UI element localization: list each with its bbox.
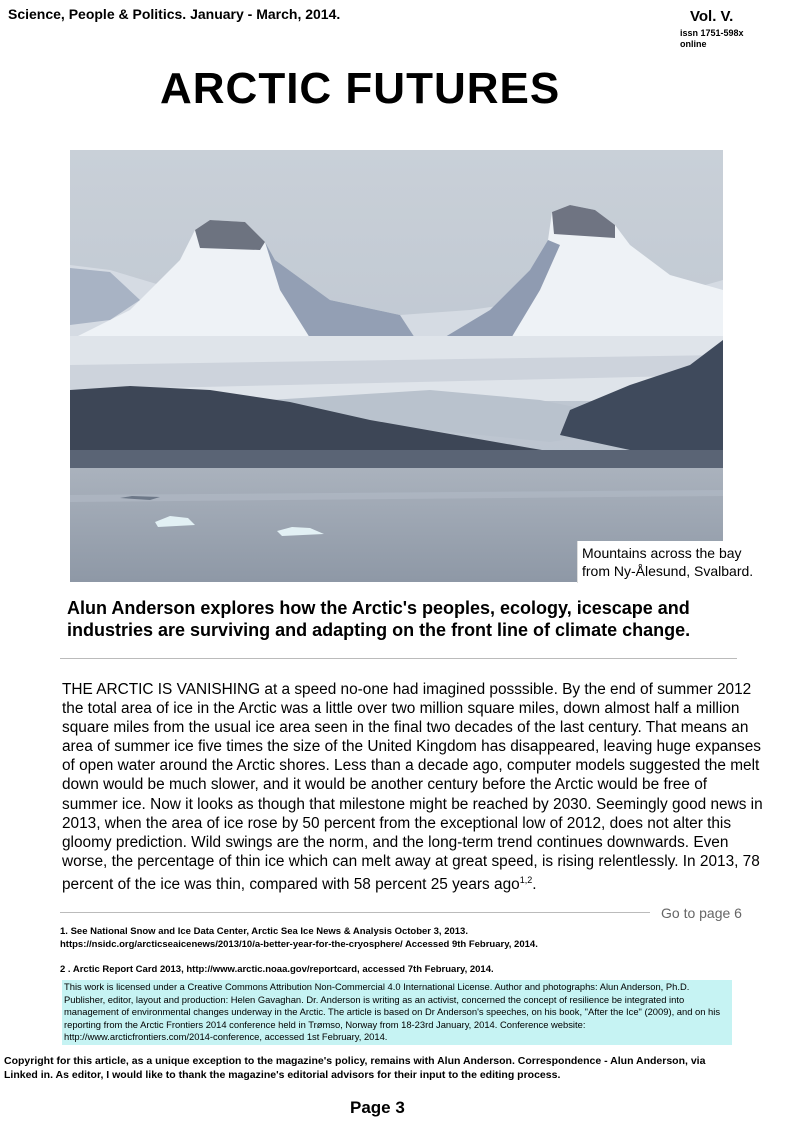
article-text: THE ARCTIC IS VANISHING at a speed no-one had imagined posssible. By the end of summer 2012 the total area of ice in the Arctic was a little over two million square miles, down almost half a million square miles from the usual ice area seen in the final two decades of the last century. That means an area of summer ice five times the size of the United Kingdom has disappeared, leaving huge expanses of open water around the Arctic shores. Less than a decade ago, computer models suggested the melt down would be much slower, and it would be another century before the Arctic would be free of summer ice. Now it looks as though that milestone might be reached by 2030. Seemingly good news in 2013, when the area of ice rose by 50 percent from the exceptional low of 2012, does not alter this gloomy prediction. Wild swings are the norm, and the long-term trend continues downwards. Even worse, the percentage of thin ice which can melt away at great speed, is rising relentlessly. In 2013, 78 percent of the ice was thin, compared with 58 percent 25 years ago [62, 681, 763, 894]
footnote-1-line-1: See National Snow and Ice Data Center, Arctic Sea Ice News & Analysis October 3, 2013. [70, 926, 468, 937]
go-to-page-link[interactable]: Go to page 6 [661, 905, 742, 921]
article-end-punct: . [532, 876, 537, 894]
footnote-1-line-2[interactable]: https://nsidc.org/arcticseaicenews/2013/10/a-better-year-for-the-cryosphere/ Accessed 9th February, 2014. [60, 939, 538, 950]
issn-format: online [680, 39, 707, 49]
page-title: ARCTIC FUTURES [160, 64, 561, 113]
issn-number: issn 1751-598x [680, 28, 744, 38]
copyright-note: Copyright for this article, as a unique exception to the magazine's policy, remains with Alun Anderson. Correspondence - Alun Anderson, via Linked in. As editor, I would like to thank the magazine's editorial advisors for their input to the editing process. [4, 1055, 706, 1081]
footnote-refs: 1,2 [519, 874, 533, 885]
license-note: This work is licensed under a Creative Commons Attribution Non-Commercial 4.0 International License. Author and photographs: Alun Anderson, Ph.D. Publisher, editor, layout and production: Helen Gavaghan. Dr. Anderson is writing as an activist, concerned the concept of resilience be integrated into management of environmental changes underway in the Arctic. The article is based on Dr Anderson's speeches, on his book, "After the Ice" (2009), and on his reporting from the Arctic Frontiers 2014 conference held in Trømso, Norway from 18-23rd January, 2014. Conference website: http://www.arcticfrontiers.com/2014-conference, accessed 1st February, 2014. [62, 980, 732, 1045]
caption-line-1: Mountains across the bay [582, 545, 742, 561]
article-body [62, 680, 764, 902]
volume-label: Vol. V. [690, 8, 734, 25]
footnote-divider [60, 912, 650, 913]
standfirst: Alun Anderson explores how the Arctic's peoples, ecology, icescape and industries are surviving and adapting on the front line of climate change. [67, 598, 691, 640]
photo-caption [577, 541, 795, 583]
caption-line-2: from Ny-Ålesund, Svalbard. [582, 563, 754, 579]
issn-block [680, 28, 744, 50]
footnote-2-line-1: Arctic Report Card 2013, http://www.arctic.noaa.gov/reportcard, accessed 7th February, 2014. [72, 964, 494, 975]
footnote-1-number: 1. [60, 926, 68, 937]
page-number: Page 3 [350, 1098, 405, 1117]
footnote-2 [60, 963, 494, 976]
publication-header: Science, People & Politics. January - March, 2014. [8, 6, 341, 22]
photo-illustration [70, 150, 723, 582]
footnote-2-number: 2 . [60, 964, 71, 975]
footnote-1 [60, 925, 538, 951]
divider [60, 658, 737, 659]
arctic-mountains-photo [70, 150, 723, 582]
